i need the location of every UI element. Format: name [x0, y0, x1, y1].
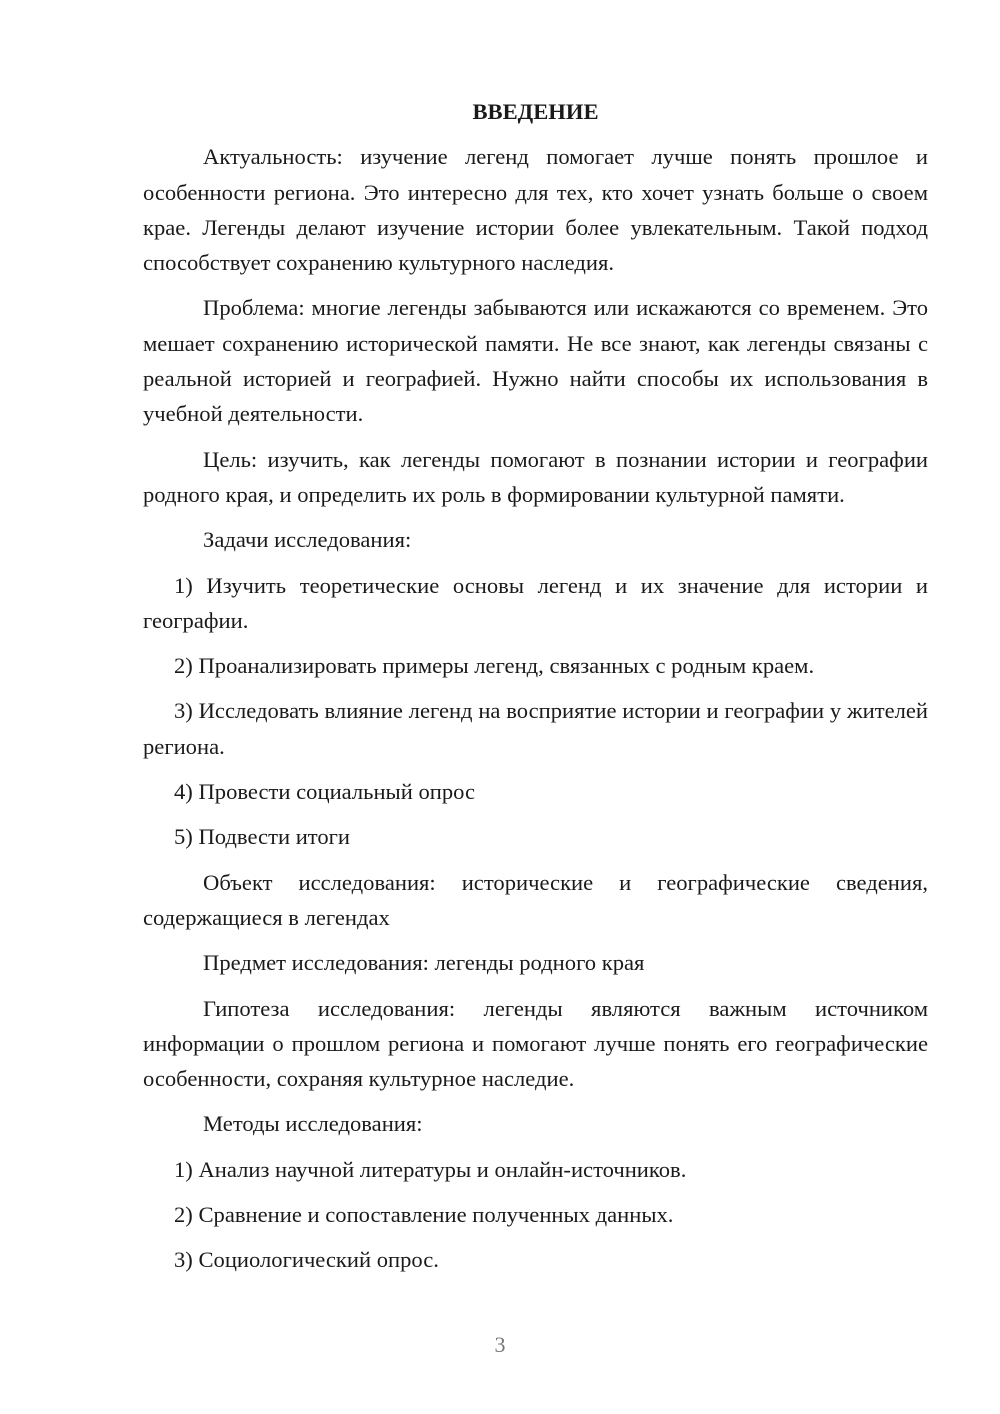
- object-paragraph: Объект исследования: исторические и географические сведения, содержащиеся в легендах: [143, 869, 928, 930]
- page-title: ВВЕДЕНИЕ: [472, 99, 599, 124]
- method-item: 3) Социологический опрос.: [174, 1247, 439, 1273]
- problem-paragraph: Проблема: многие легенды забываются или искажаются со временем. Это мешает сохранению исторической памяти. Не все знают, как легенды связаны с реальной историей и географией. Нужно найти способы их использования в учебной деятельности.: [143, 295, 928, 427]
- task-item: 5) Подвести итоги: [174, 824, 351, 850]
- methods-heading: Методы исследования:: [203, 1111, 423, 1137]
- method-item: 2) Сравнение и сопоставление полученных данных.: [174, 1202, 674, 1228]
- document-page: [143, 94, 928, 1288]
- subject-paragraph: Предмет исследования: легенды родного края: [203, 950, 645, 976]
- hypothesis-paragraph: Гипотеза исследования: легенды являются важным источником информации о прошлом региона и помогают лучше понять его географические особенности, сохраняя культурное наследие.: [143, 995, 928, 1092]
- method-item: 1) Анализ научной литературы и онлайн-источников.: [174, 1156, 687, 1182]
- relevance-paragraph: Актуальность: изучение легенд помогает лучше понять прошлое и особенности региона. Это интересно для тех, кто хочет узнать больше о своем крае. Легенды делают изучение истории более увлекательным. Такой подход способствует сохранению культурного наследия.: [143, 144, 928, 276]
- tasks-heading: Задачи исследования:: [203, 527, 412, 553]
- task-item: 1) Изучить теоретические основы легенд и их значение для истории и географии.: [143, 572, 928, 633]
- goal-paragraph: Цель: изучить, как легенды помогают в познании истории и географии родного края, и определить их роль в формировании культурной памяти.: [143, 446, 928, 507]
- task-item: 4) Провести социальный опрос: [174, 779, 476, 805]
- task-item: 2) Проанализировать примеры легенд, связанных с родным краем.: [174, 653, 815, 679]
- page-number: 3: [494, 1332, 506, 1357]
- task-item: 3) Исследовать влияние легенд на восприятие истории и географии у жителей региона.: [143, 698, 928, 759]
